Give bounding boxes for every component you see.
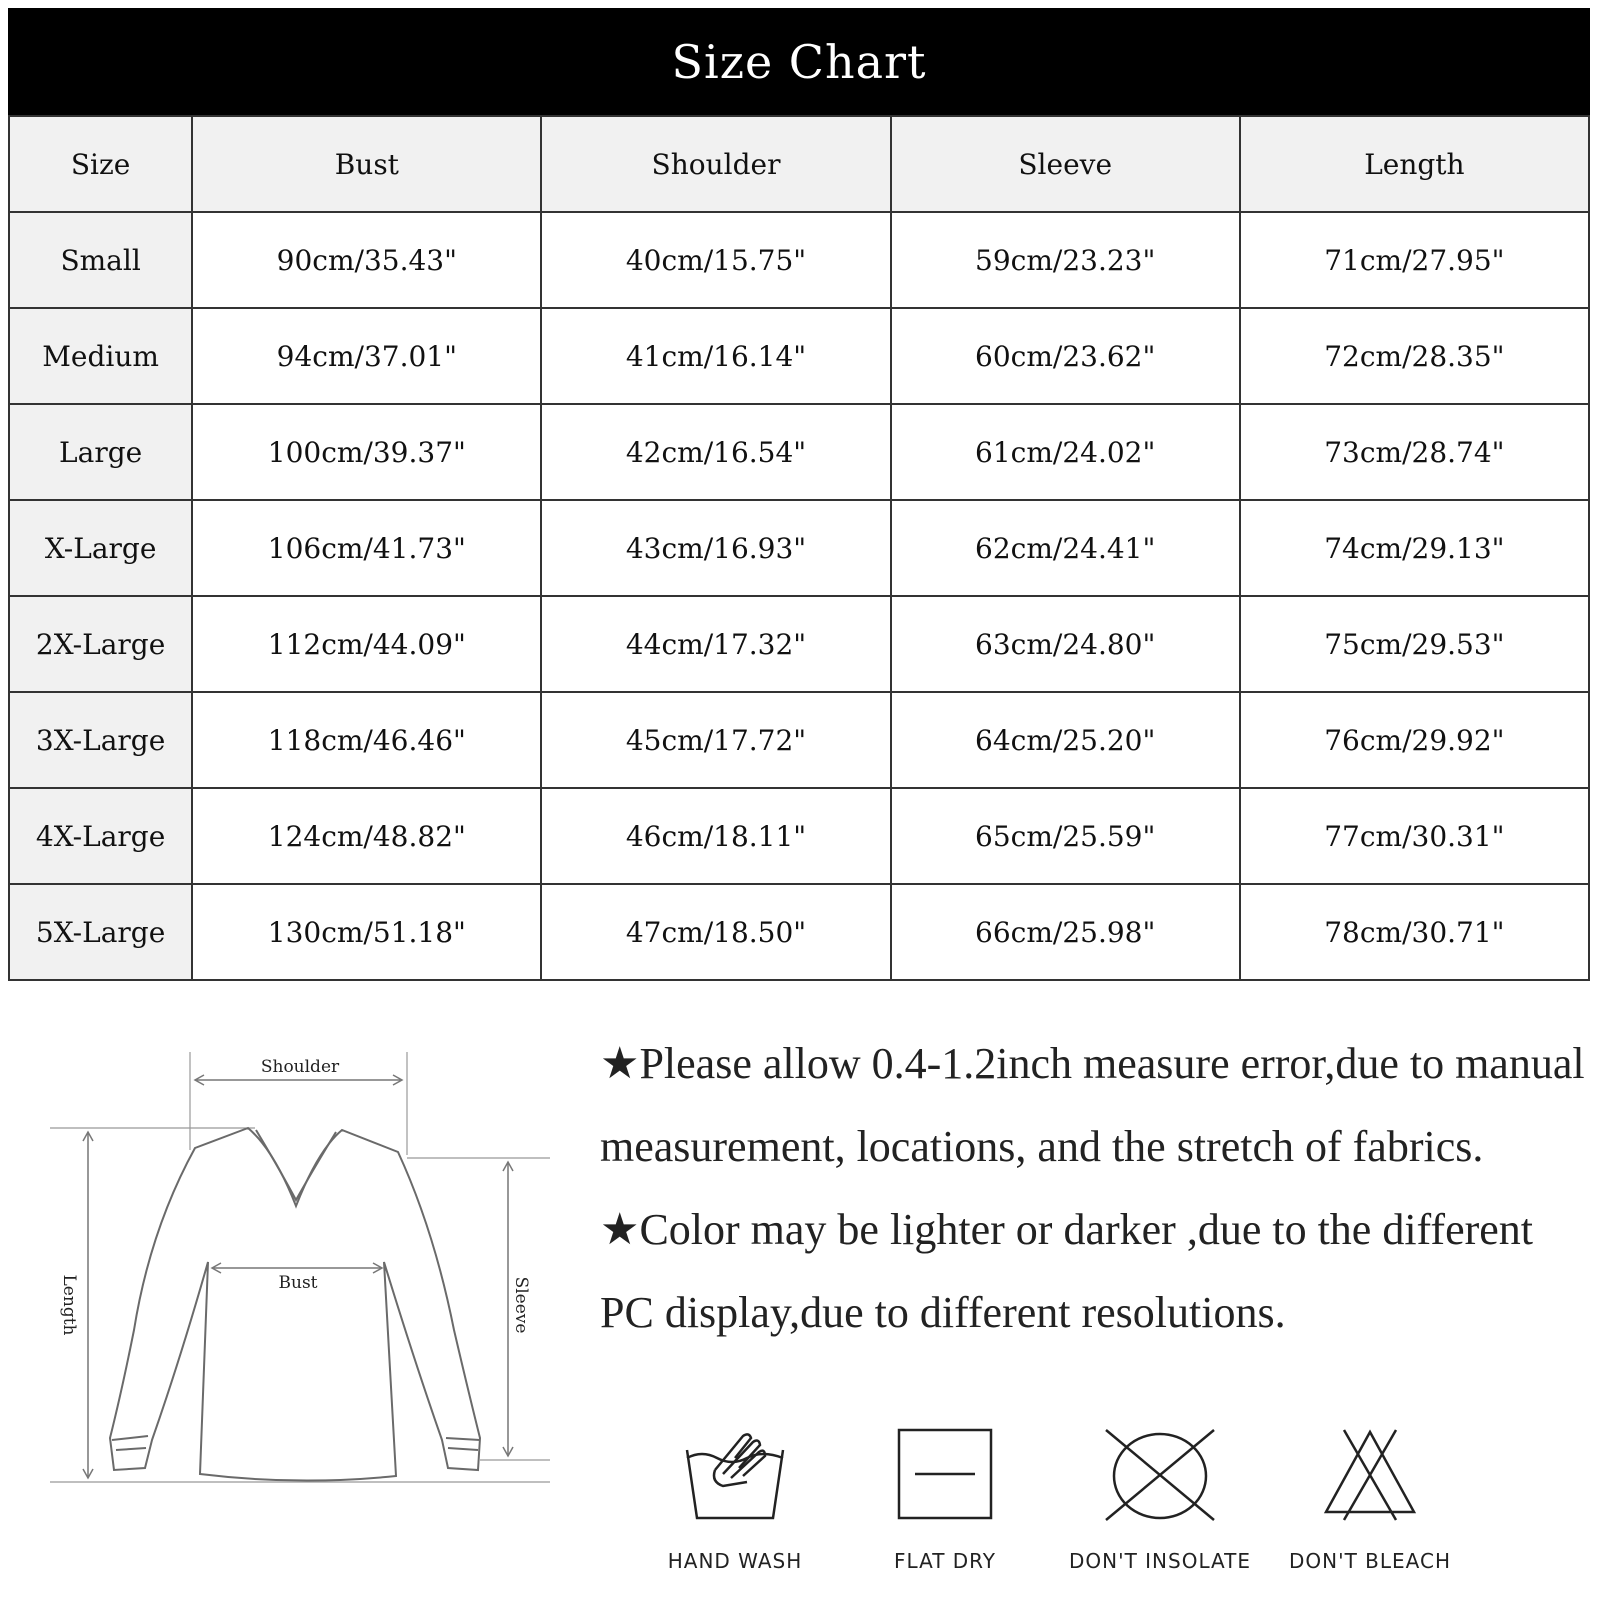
header-sleeve: Sleeve	[891, 116, 1240, 212]
size-cell: Large	[9, 404, 192, 500]
table-row	[9, 788, 1589, 884]
shoulder-cell: 41cm/16.14"	[541, 308, 890, 404]
sleeve-cell: 64cm/25.20"	[891, 692, 1240, 788]
bust-cell: 100cm/39.37"	[192, 404, 541, 500]
bust-cell: 112cm/44.09"	[192, 596, 541, 692]
dont-insolate-icon	[1100, 1428, 1220, 1523]
care-label-flat-dry: FLAT DRY	[893, 1549, 997, 1573]
bust-cell: 106cm/41.73"	[192, 500, 541, 596]
length-cell: 75cm/29.53"	[1240, 596, 1589, 692]
color-note: ★Color may be lighter or darker ,due to the different PC display,due to different resolutions.	[600, 1205, 1534, 1337]
sleeve-cell: 60cm/23.62"	[891, 308, 1240, 404]
shoulder-cell: 47cm/18.50"	[541, 884, 890, 980]
header-length: Length	[1240, 116, 1589, 212]
header-shoulder: Shoulder	[541, 116, 890, 212]
length-cell: 77cm/30.31"	[1240, 788, 1589, 884]
sleeve-cell: 59cm/23.23"	[891, 212, 1240, 308]
bust-diagram-label: Bust	[278, 1273, 318, 1293]
length-cell: 78cm/30.71"	[1240, 884, 1589, 980]
size-cell: 4X-Large	[9, 788, 192, 884]
sweater-diagram-icon	[30, 1030, 590, 1550]
bust-cell: 90cm/35.43"	[192, 212, 541, 308]
bust-cell: 130cm/51.18"	[192, 884, 541, 980]
shoulder-cell: 40cm/15.75"	[541, 212, 890, 308]
sleeve-cell: 66cm/25.98"	[891, 884, 1240, 980]
sleeve-cell: 62cm/24.41"	[891, 500, 1240, 596]
length-cell: 73cm/28.74"	[1240, 404, 1589, 500]
care-label-dont-bleach: DON'T BLEACH	[1288, 1549, 1451, 1573]
length-cell: 71cm/27.95"	[1240, 212, 1589, 308]
shoulder-cell: 45cm/17.72"	[541, 692, 890, 788]
sleeve-cell: 65cm/25.59"	[891, 788, 1240, 884]
care-label-dont-insolate: DON'T INSOLATE	[1068, 1549, 1252, 1573]
bust-cell: 124cm/48.82"	[192, 788, 541, 884]
table-row	[9, 692, 1589, 788]
bust-cell: 94cm/37.01"	[192, 308, 541, 404]
hand-wash-icon	[675, 1428, 795, 1523]
size-cell: 2X-Large	[9, 596, 192, 692]
care-label-hand-wash: HAND WASH	[667, 1549, 803, 1573]
page-title: Size Chart	[671, 34, 927, 89]
header-size: Size	[9, 116, 192, 212]
care-item-flat-dry	[850, 1428, 1040, 1573]
table-row	[9, 308, 1589, 404]
table-row	[9, 404, 1589, 500]
size-cell: 3X-Large	[9, 692, 192, 788]
notes-block	[600, 1022, 1590, 1354]
table-header-row	[9, 116, 1589, 212]
size-chart-header	[8, 8, 1590, 115]
size-table	[8, 115, 1590, 981]
care-item-dont-insolate	[1065, 1428, 1255, 1573]
header-bust: Bust	[192, 116, 541, 212]
table-row	[9, 596, 1589, 692]
sleeve-diagram-label: Sleeve	[511, 1276, 531, 1334]
size-cell: X-Large	[9, 500, 192, 596]
care-instructions	[640, 1428, 1590, 1598]
size-cell: Small	[9, 212, 192, 308]
length-cell: 74cm/29.13"	[1240, 500, 1589, 596]
table-row	[9, 884, 1589, 980]
sleeve-cell: 61cm/24.02"	[891, 404, 1240, 500]
sleeve-cell: 63cm/24.80"	[891, 596, 1240, 692]
length-diagram-label: Length	[59, 1274, 79, 1336]
measure-error-note: ★Please allow 0.4-1.2inch measure error,due to manual measurement, locations, and the stretch of fabrics.	[600, 1039, 1585, 1171]
length-cell: 72cm/28.35"	[1240, 308, 1589, 404]
bust-cell: 118cm/46.46"	[192, 692, 541, 788]
shoulder-cell: 44cm/17.32"	[541, 596, 890, 692]
flat-dry-icon	[885, 1428, 1005, 1523]
care-item-dont-bleach	[1275, 1428, 1465, 1573]
shoulder-diagram-label: Shoulder	[260, 1057, 340, 1077]
length-cell: 76cm/29.92"	[1240, 692, 1589, 788]
size-cell: Medium	[9, 308, 192, 404]
shoulder-cell: 43cm/16.93"	[541, 500, 890, 596]
care-item-hand-wash	[640, 1428, 830, 1573]
table-row	[9, 500, 1589, 596]
size-cell: 5X-Large	[9, 884, 192, 980]
garment-measurement-diagram	[30, 1030, 590, 1550]
shoulder-cell: 42cm/16.54"	[541, 404, 890, 500]
table-row	[9, 212, 1589, 308]
shoulder-cell: 46cm/18.11"	[541, 788, 890, 884]
dont-bleach-icon	[1310, 1428, 1430, 1523]
